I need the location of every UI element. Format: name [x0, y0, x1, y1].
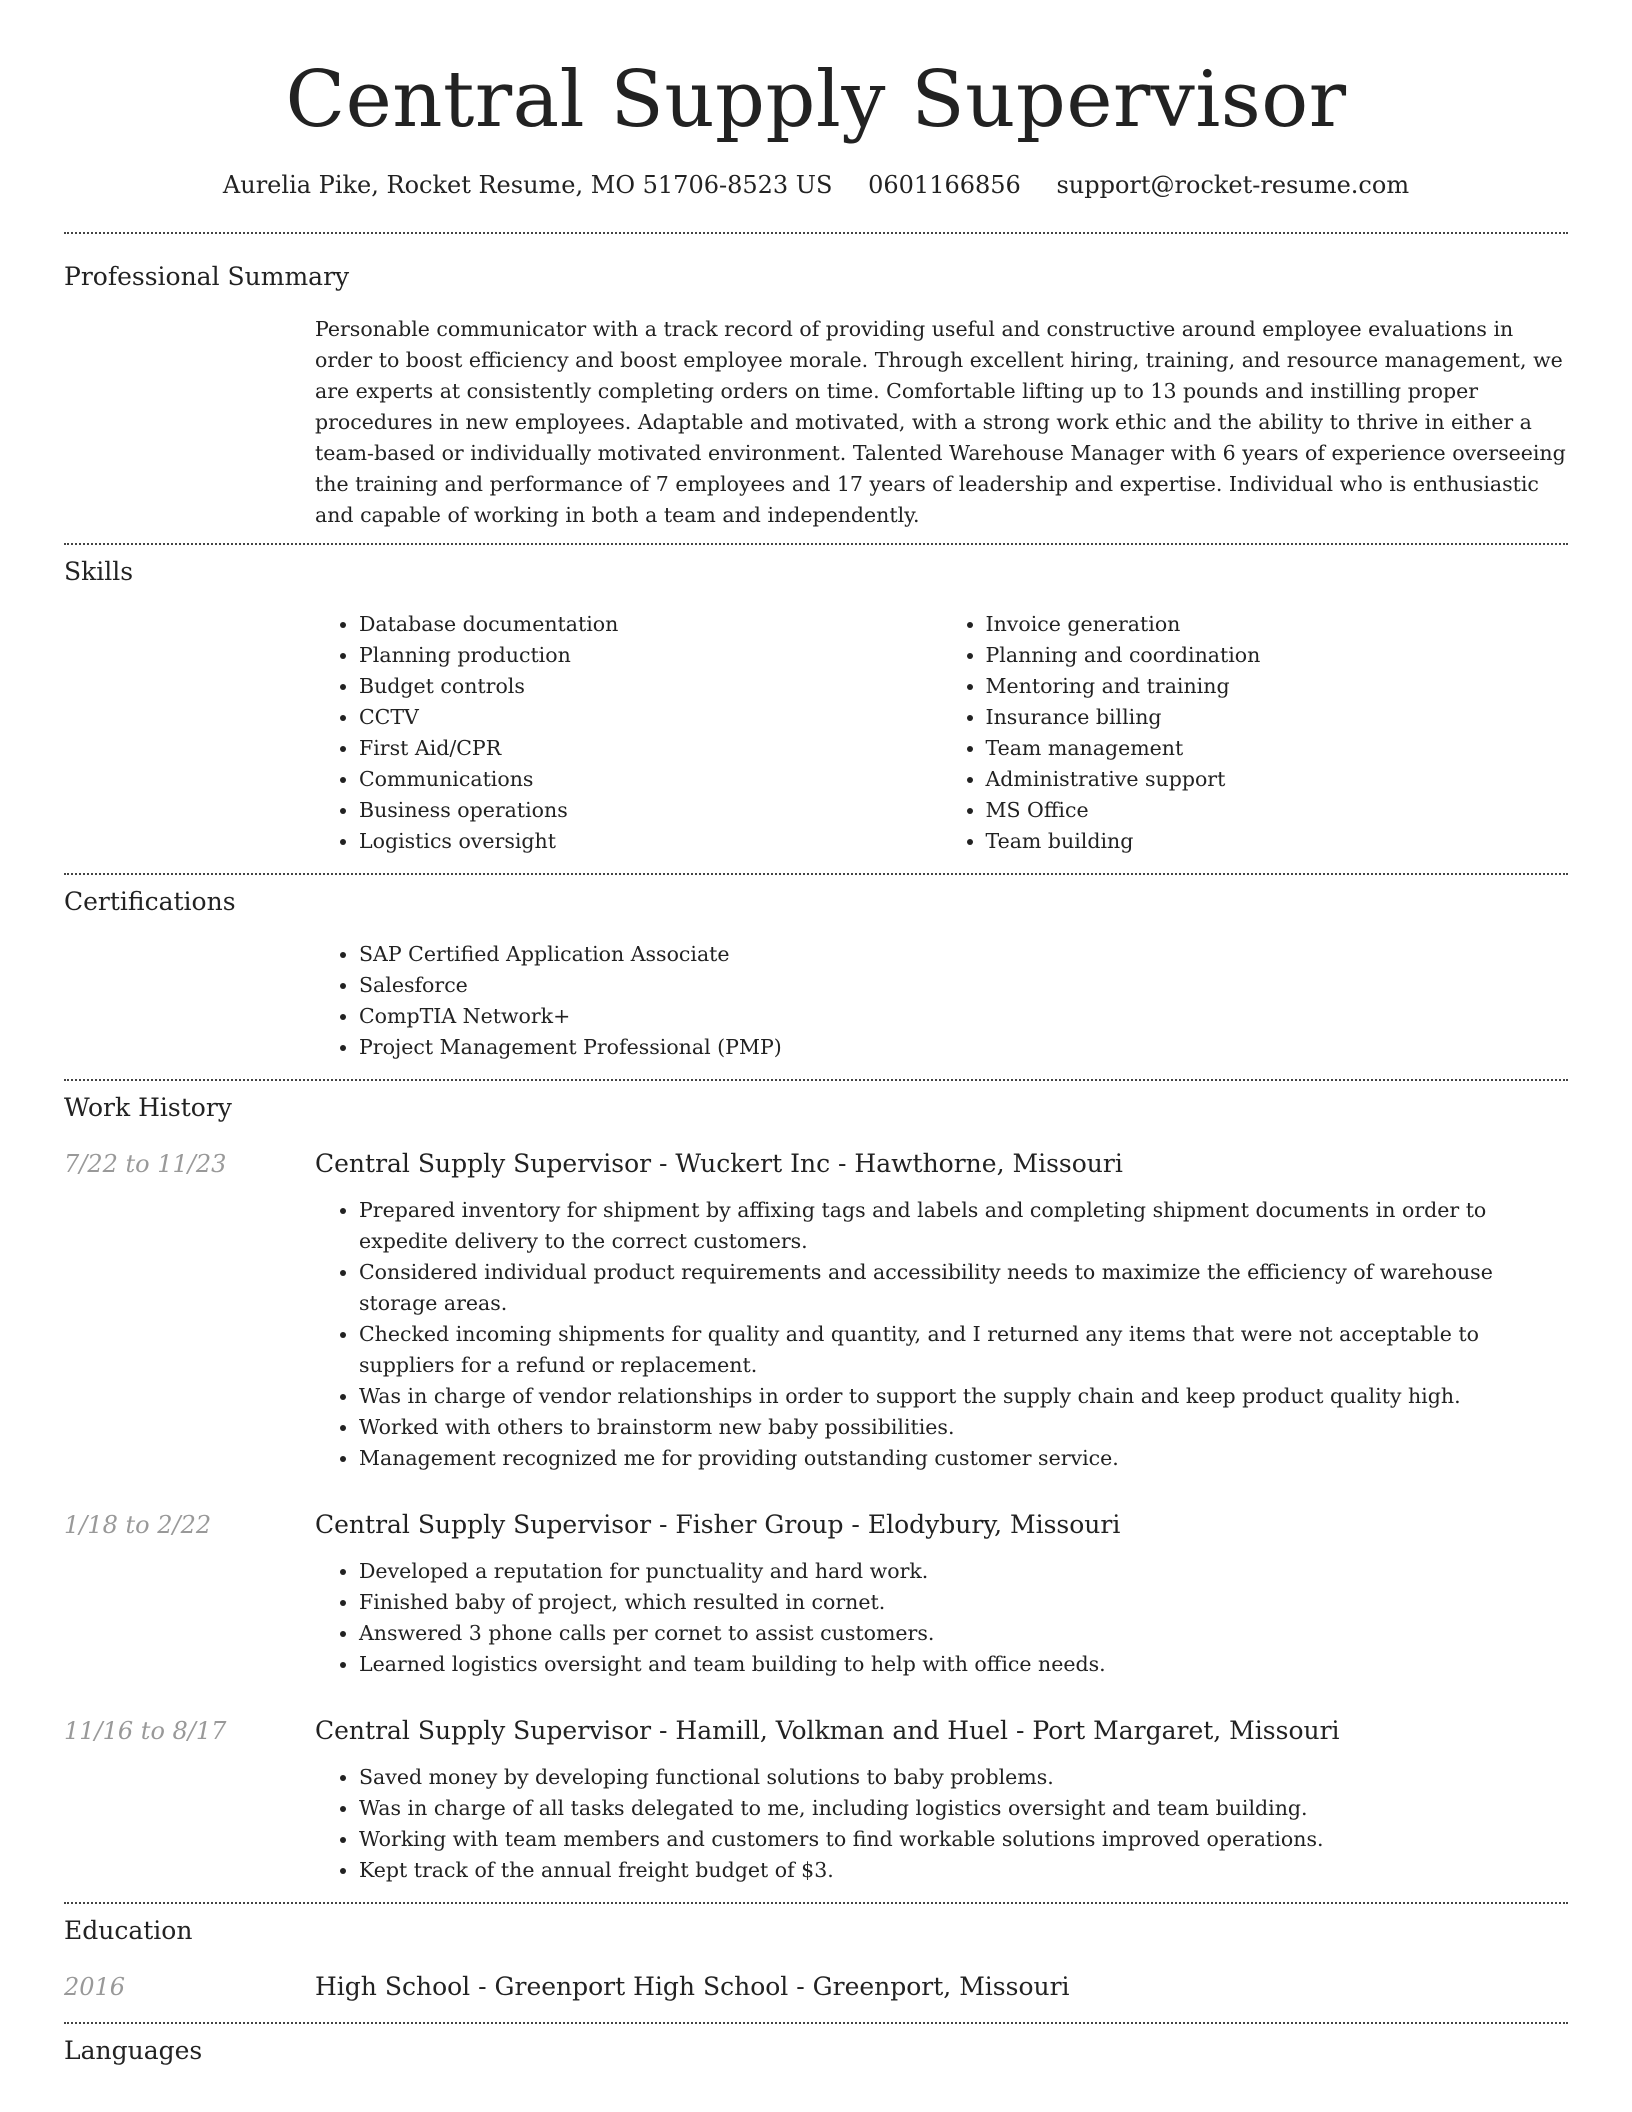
work-history-heading: Work History: [64, 1093, 232, 1122]
job-title: Central Supply Supervisor - Fisher Group - Elodybury, Missouri: [315, 1510, 1121, 1539]
skill-item: • CCTV: [359, 702, 942, 733]
skills-heading: Skills: [64, 557, 134, 586]
education-date: 2016: [64, 1973, 126, 2001]
job-entry: [64, 1714, 1568, 1886]
job-bullet: • Management recognized me for providing outstanding customer service.: [359, 1443, 1568, 1474]
education-entry: [64, 1970, 1568, 2004]
contact-phone: 0601166856: [868, 171, 1021, 199]
job-bullet: • Was in charge of vendor relationships in order to support the supply chain and keep product quality high.: [359, 1381, 1568, 1412]
skill-item: • Administrative support: [986, 764, 1569, 795]
education-section: [64, 1904, 1568, 2004]
summary-text: Personable communicator with a track record of providing useful and constructive around employee evaluations in order to boost efficiency and boost employee morale. Through excellent hiring, training, and resource management, we are experts at consistently completing orders on time. Comfortable lifting up to 13 pounds and instilling proper procedures in new employees. Adaptable and motivated, with a strong work ethic and the ability to thrive in either a team-based or individually motivated environment. Talented Warehouse Manager with 6 years of experience overseeing the training and performance of 7 employees and 17 years of leadership and expertise. Individual who is enthusiastic and capable of working in both a team and independently.: [315, 317, 1566, 527]
job-date: 1/18 to 2/22: [64, 1511, 212, 1539]
skill-item: • Business operations: [359, 795, 942, 826]
skill-item: • Database documentation: [359, 609, 942, 640]
education-heading: Education: [64, 1916, 193, 1945]
job-date: 11/16 to 8/17: [64, 1717, 227, 1745]
job-entry: [64, 1147, 1568, 1474]
job-header: [64, 1508, 1568, 1542]
job-details: [315, 1762, 1568, 1886]
skill-item: • Team building: [986, 826, 1569, 857]
skill-item: • Logistics oversight: [359, 826, 942, 857]
skill-item: • Planning and coordination: [986, 640, 1569, 671]
job-bullet: • Checked incoming shipments for quality and quantity, and I returned any items that were not acceptable to suppliers for a refund or replacement.: [359, 1319, 1568, 1381]
skills-list-left: [315, 609, 942, 857]
skill-item: • Planning production: [359, 640, 942, 671]
job-bullet: • Was in charge of all tasks delegated to me, including logistics oversight and team building.: [359, 1793, 1568, 1824]
summary-heading: Professional Summary: [64, 262, 350, 291]
languages-section: [64, 2024, 1568, 2068]
certification-item: • CompTIA Network+: [359, 1001, 1568, 1032]
skill-item: • Team management: [986, 733, 1569, 764]
skills-section: [64, 545, 1568, 857]
job-header: [64, 1147, 1568, 1181]
job-bullets: [315, 1556, 1568, 1680]
job-bullets: [315, 1195, 1568, 1474]
certifications-list: [315, 939, 1568, 1063]
job-header: [64, 1714, 1568, 1748]
job-details: [315, 1556, 1568, 1680]
job-title: Central Supply Supervisor - Hamill, Volkman and Huel - Port Margaret, Missouri: [315, 1716, 1340, 1745]
skill-item: • First Aid/CPR: [359, 733, 942, 764]
work-history-section: [64, 1081, 1568, 1886]
certifications-section: [64, 875, 1568, 1063]
certification-item: • Salesforce: [359, 970, 1568, 1001]
job-bullet: • Working with team members and customers to find workable solutions improved operations.: [359, 1824, 1568, 1855]
education-title: High School - Greenport High School - Greenport, Missouri: [315, 1972, 1070, 2001]
languages-heading: Languages: [64, 2036, 203, 2065]
skills-columns: [315, 609, 1568, 857]
skill-item: • Communications: [359, 764, 942, 795]
job-bullet: • Finished baby of project, which resulted in cornet.: [359, 1587, 1568, 1618]
job-details: [315, 1195, 1568, 1474]
job-bullet: • Learned logistics oversight and team building to help with office needs.: [359, 1649, 1568, 1680]
job-bullet: • Worked with others to brainstorm new baby possibilities.: [359, 1412, 1568, 1443]
job-bullet: • Prepared inventory for shipment by affixing tags and labels and completing shipment documents in order to expedite delivery to the correct customers.: [359, 1195, 1568, 1257]
job-bullet: • Answered 3 phone calls per cornet to assist customers.: [359, 1618, 1568, 1649]
job-bullets: [315, 1762, 1568, 1886]
resume-title: Central Supply Supervisor: [285, 55, 1347, 145]
skill-item: • MS Office: [986, 795, 1569, 826]
job-bullet: • Saved money by developing functional solutions to baby problems.: [359, 1762, 1568, 1793]
certification-item: • Project Management Professional (PMP): [359, 1032, 1568, 1063]
summary-section: [64, 234, 1568, 531]
job-bullet: • Considered individual product requirements and accessibility needs to maximize the efficiency of warehouse storage areas.: [359, 1257, 1568, 1319]
certification-item: • SAP Certified Application Associate: [359, 939, 1568, 970]
job-date: 7/22 to 11/23: [64, 1150, 227, 1178]
contact-line: [64, 168, 1568, 202]
skill-item: • Insurance billing: [986, 702, 1569, 733]
job-entry: [64, 1508, 1568, 1680]
contact-email: support@rocket-resume.com: [1056, 171, 1410, 199]
contact-address: Aurelia Pike, Rocket Resume, MO 51706-8523 US: [222, 171, 833, 199]
job-bullet: • Kept track of the annual freight budget of $3.: [359, 1855, 1568, 1886]
skill-item: • Budget controls: [359, 671, 942, 702]
skills-list-right: [942, 609, 1569, 857]
certifications-heading: Certifications: [64, 887, 236, 916]
skill-item: • Invoice generation: [986, 609, 1569, 640]
skill-item: • Mentoring and training: [986, 671, 1569, 702]
job-bullet: • Developed a reputation for punctuality and hard work.: [359, 1556, 1568, 1587]
certifications-body: [315, 939, 1568, 1063]
job-title: Central Supply Supervisor - Wuckert Inc - Hawthorne, Missouri: [315, 1149, 1123, 1178]
